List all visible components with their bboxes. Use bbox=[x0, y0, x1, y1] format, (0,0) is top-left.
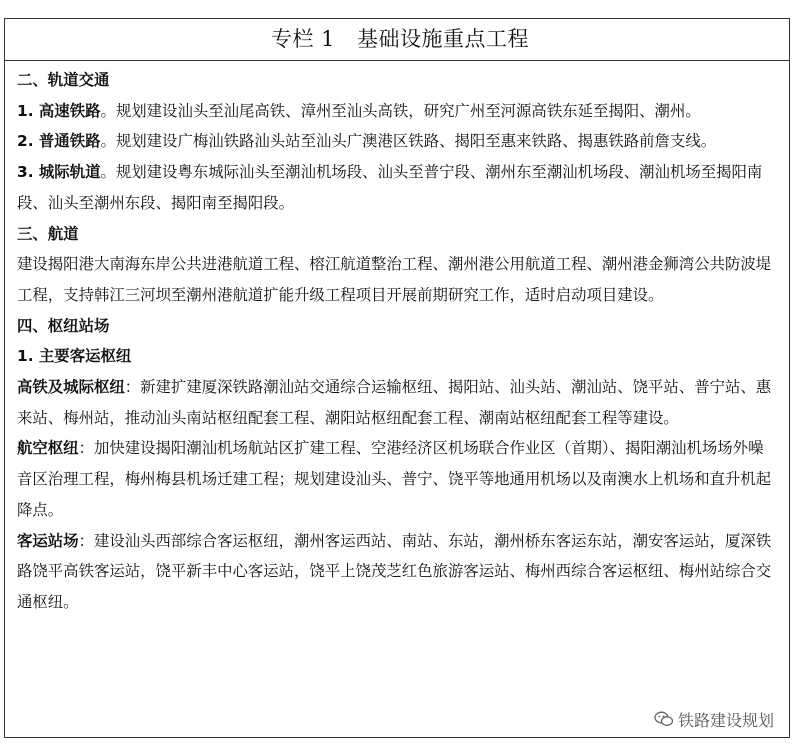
paragraph-intercity-rail bbox=[17, 157, 777, 218]
item-label: 航空枢纽 bbox=[17, 439, 79, 458]
box-title-text: 基础设施重点工程 bbox=[357, 27, 530, 51]
item-text: 。规划建设广梅汕铁路汕头站至汕头广澳港区铁路、揭阳至惠来铁路、揭惠铁路前詹支线。 bbox=[100, 132, 717, 151]
paragraph-airport-hub bbox=[17, 433, 777, 525]
watermark-text: 铁路建设规划 bbox=[677, 710, 774, 730]
wechat-icon bbox=[654, 711, 674, 731]
item-label: 3. 城际轨道 bbox=[17, 163, 101, 182]
subheading-passenger-hub: 1. 主要客运枢纽 bbox=[17, 347, 132, 366]
feature-box bbox=[4, 18, 790, 738]
paragraph-passenger-stations bbox=[17, 526, 777, 618]
paragraph-conventional-rail bbox=[17, 126, 777, 157]
item-label: 高铁及城际枢纽 bbox=[17, 378, 125, 397]
box-title bbox=[5, 19, 789, 61]
item-label: 2. 普通铁路 bbox=[17, 132, 101, 151]
item-text: ：建设汕头西部综合客运枢纽，潮州客运西站、南站、东站，潮州桥东客运东站，潮安客运站，厦深铁路饶平高铁客运站，饶平新丰中心客运站，饶平上饶茂芝红色旅游客运站、梅州西综合客运枢纽、梅州站综合交通枢纽。 bbox=[17, 531, 772, 611]
item-text: 。规划建设汕头至汕尾高铁、漳州至汕头高铁，研究广州至河源高铁东延至揭阳、潮州。 bbox=[100, 101, 701, 120]
section-heading-hub: 四、枢纽站场 bbox=[17, 316, 110, 335]
item-text: 。规划建设粤东城际汕头至潮汕机场段、汕头至普宁段、潮州东至潮汕机场段、潮汕机场至揭阳南段、汕头至潮州东段、揭阳南至揭阳段。 bbox=[17, 163, 763, 212]
watermark bbox=[652, 708, 776, 732]
item-label: 客运站场 bbox=[17, 531, 79, 550]
section-heading-rail: 二、轨道交通 bbox=[17, 71, 110, 89]
paragraph-waterway: 建设揭阳港大南海东岸公共进港航道工程、榕江航道整治工程、潮州港公用航道工程、潮州港金狮湾公共防波堤工程，支持韩江三河坝至潮州港航道扩能升级工程项目开展前期研究工作，适时启动项目建设。 bbox=[17, 255, 772, 304]
section-heading-waterway: 三、航道 bbox=[17, 224, 79, 243]
box-title-number: 专栏 1 bbox=[270, 27, 336, 51]
item-label: 1. 高速铁路 bbox=[17, 101, 101, 120]
paragraph-high-speed-rail bbox=[17, 96, 777, 127]
paragraph-rail-hub bbox=[17, 372, 777, 433]
item-text: ：加快建设揭阳潮汕机场航站区扩建工程、空港经济区机场联合作业区（首期）、揭阳潮汕机场场外噪音区治理工程，梅州梅县机场迁建工程；规划建设汕头、普宁、饶平等地通用机场以及南澳水上机场和直升机起降点。 bbox=[17, 439, 772, 519]
box-content bbox=[5, 61, 789, 618]
item-text: ：新建扩建厦深铁路潮汕站交通综合运输枢纽、揭阳站、汕头站、潮汕站、饶平站、普宁站、惠来站、梅州站，推动汕头南站枢纽配套工程、潮阳站枢纽配套工程、潮南站枢纽配套工程等建设。 bbox=[17, 378, 772, 427]
